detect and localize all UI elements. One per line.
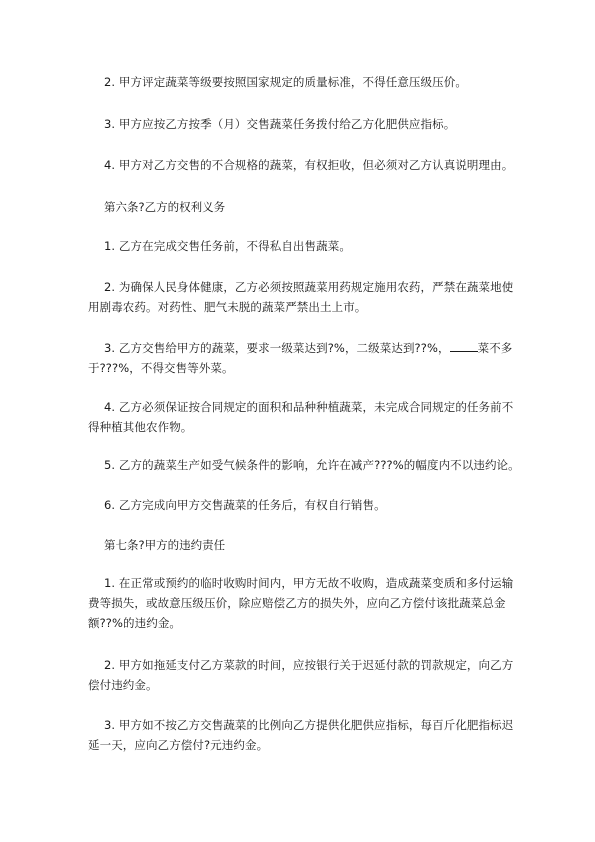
paragraph-6-6: 6. 乙方完成向甲方交售蔬菜的任务后，有权自行销售。 xyxy=(104,498,386,512)
paragraph-6-5: 5. 乙方的蔬菜生产如受气候条件的影响，允许在减产???%的幅度内不以违约论。 xyxy=(104,458,520,472)
paragraph-6-4: 4. 乙方必须保证按合同规定的面积和品种种植蔬菜，未完成合同规定的任务前不得种植其他农作物。 xyxy=(88,400,514,434)
paragraph-6-2: 2. 为确保人民身体健康，乙方必须按照蔬菜用药规定施用农药，严禁在蔬菜地使用剧毒农药。对药性、肥气未脱的蔬菜严禁出土上市。 xyxy=(88,280,514,314)
paragraph-7-1: 1. 在正常或预约的临时收购时间内，甲方无故不收购，造成蔬菜变质和多付运输费等损失，或故意压级压价，除应赔偿乙方的损失外，应向乙方偿付该批蔬菜总金额??%的违约金。 xyxy=(88,576,514,630)
paragraph-6-3-part-b: 菜不多于???%，不得交售等外菜。 xyxy=(88,341,513,375)
paragraph-6-3-part-a: 3. 乙方交售给甲方的蔬菜，要求一级菜达到?%，二级菜达到??%， xyxy=(104,341,450,355)
paragraph-7-3: 3. 甲方如不按乙方交售蔬菜的比例向乙方提供化肥供应指标，每百斤化肥指标迟延一天，应向乙方偿付?元违约金。 xyxy=(88,718,514,752)
paragraph-6-3 xyxy=(88,338,520,378)
fill-in-blank xyxy=(450,339,478,352)
paragraph-6-1: 1. 乙方在完成交售任务前，不得私自出售蔬菜。 xyxy=(104,239,351,253)
section-heading-article-7: 第七条?甲方的违约责任 xyxy=(104,538,226,552)
section-heading-article-6: 第六条?乙方的权利义务 xyxy=(104,200,226,214)
paragraph-7-2: 2. 甲方如拖延支付乙方菜款的时间，应按银行关于迟延付款的罚款规定，向乙方偿付违约金。 xyxy=(88,658,514,692)
paragraph-fertilizer-quota: 3. 甲方应按乙方按季（月）交售蔬菜任务拨付给乙方化肥供应指标。 xyxy=(104,117,456,131)
paragraph-reject-nonconforming: 4. 甲方对乙方交售的不合规格的蔬菜，有权拒收，但必须对乙方认真说明理由。 xyxy=(104,158,514,172)
paragraph-quality-standard: 2. 甲方评定蔬菜等级要按照国家规定的质量标准，不得任意压级压价。 xyxy=(104,75,467,89)
